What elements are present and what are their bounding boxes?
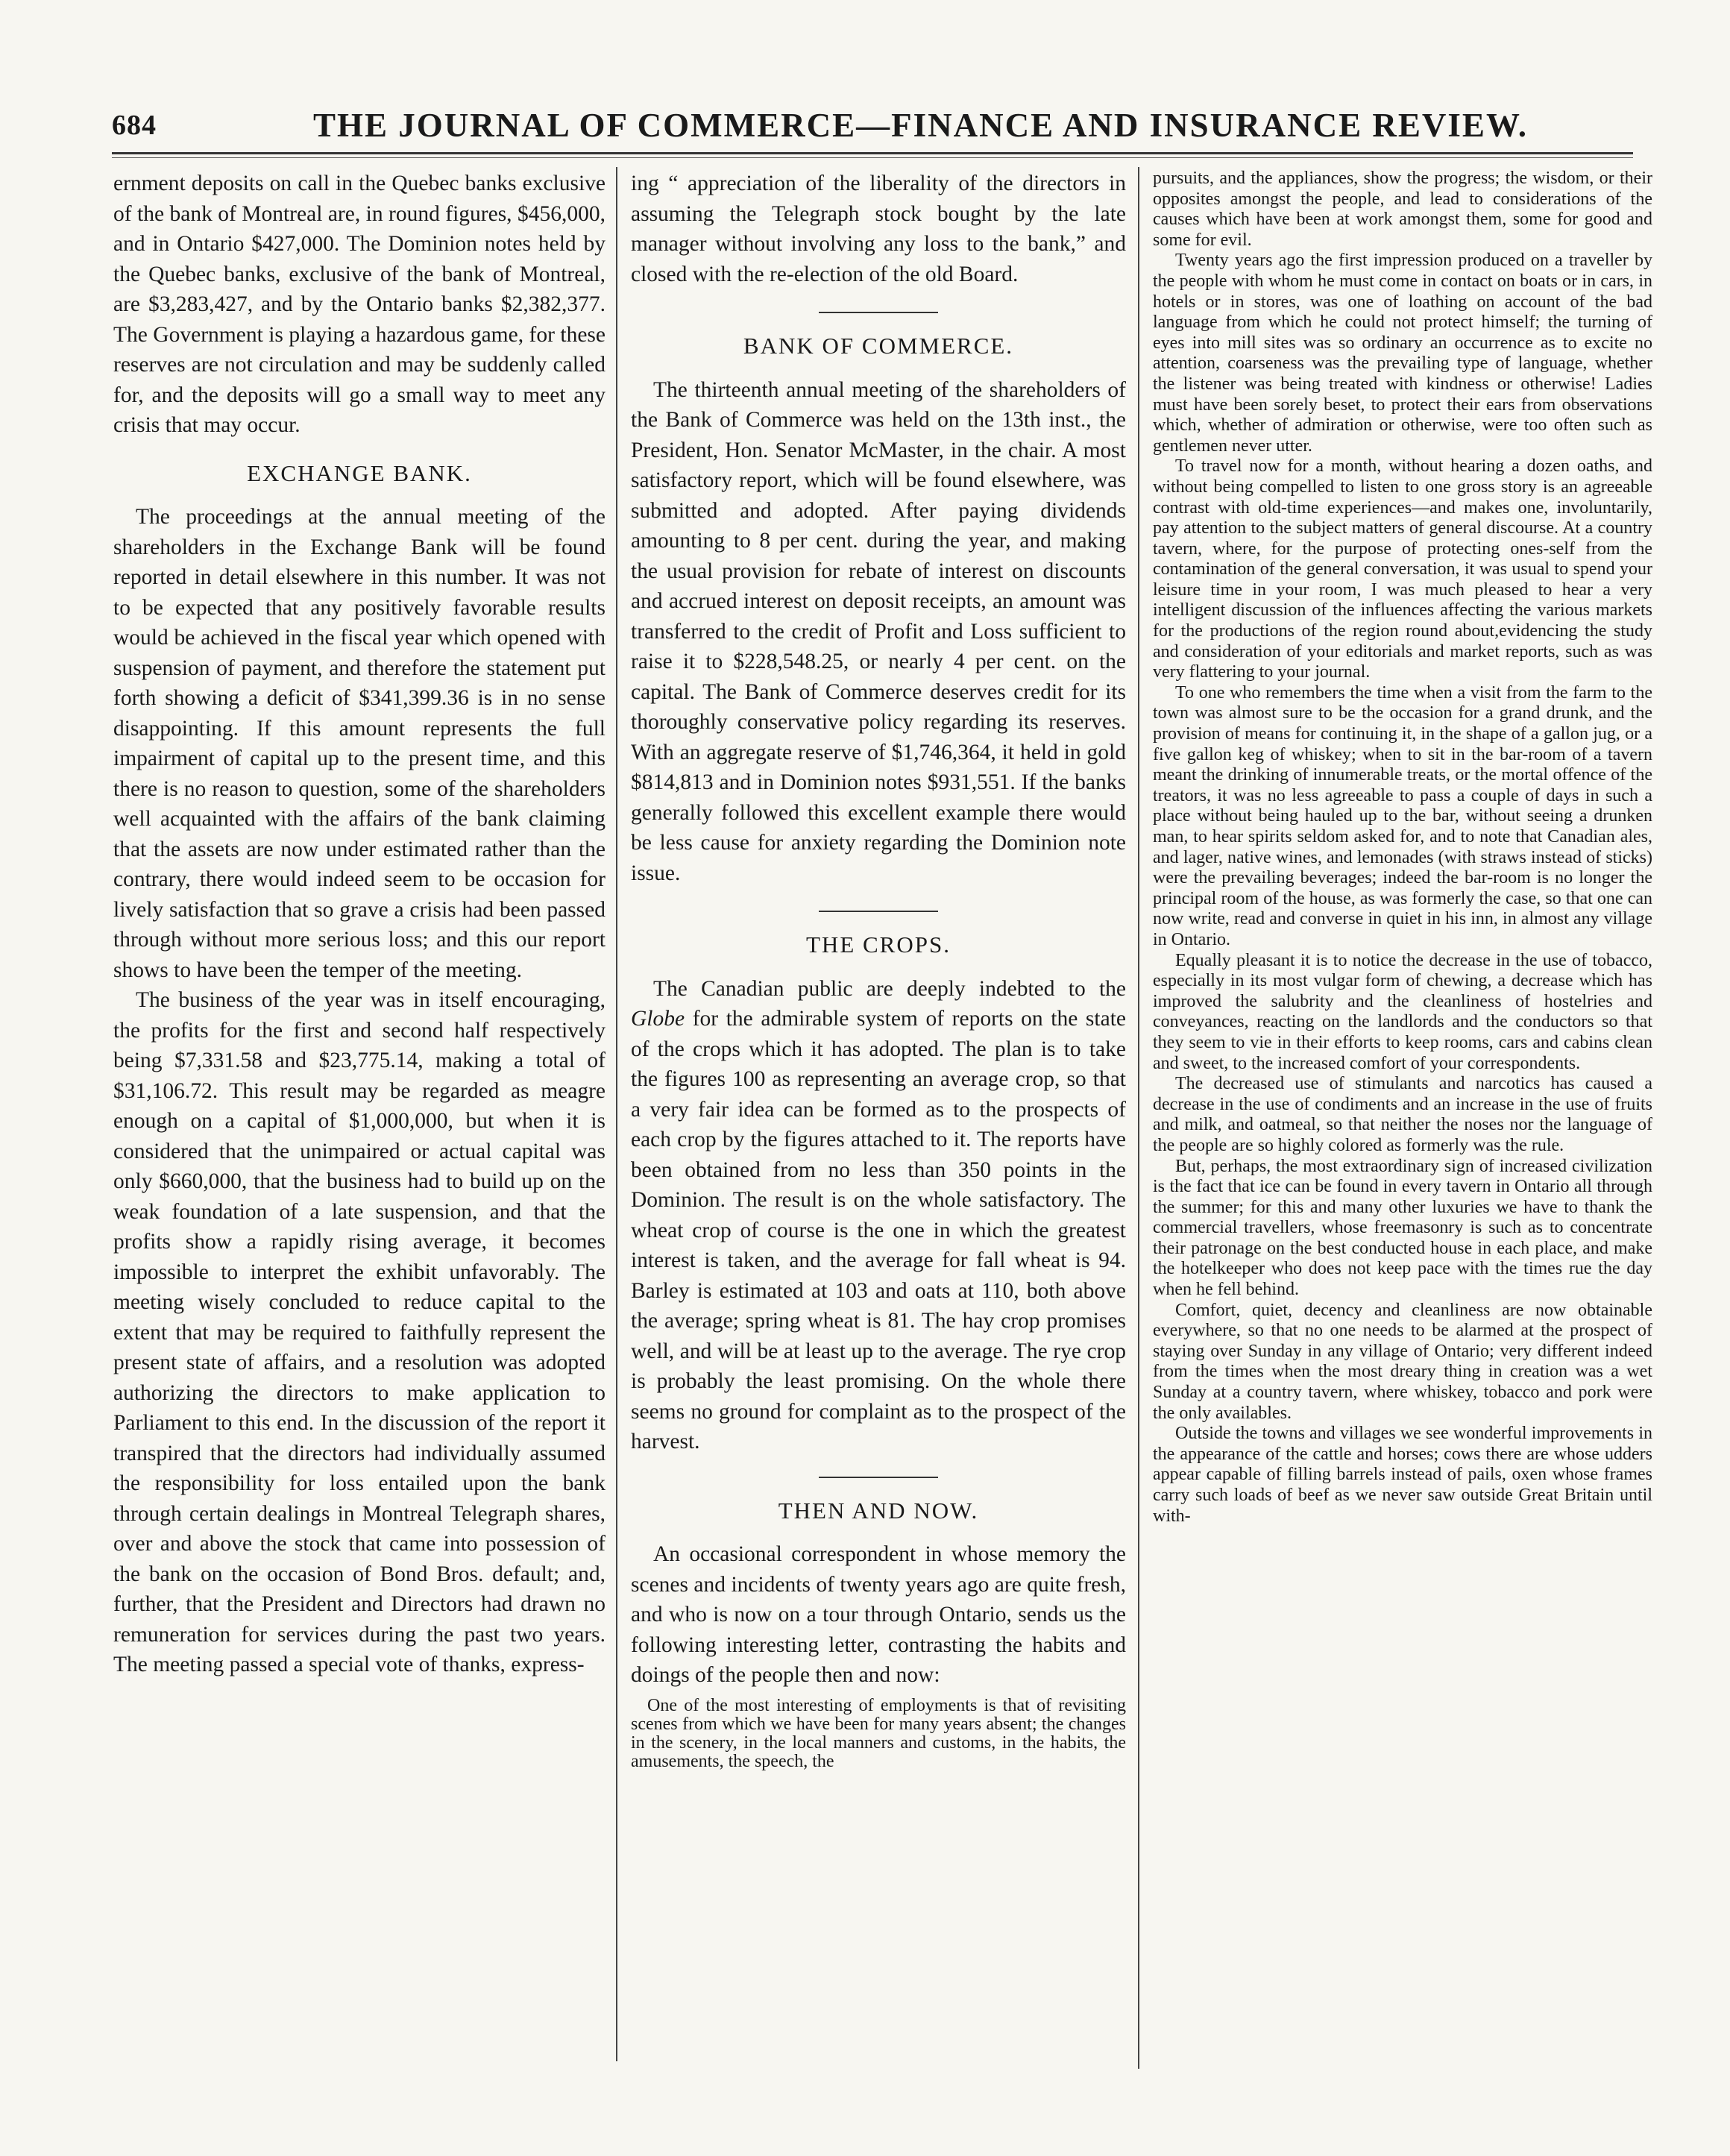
then-and-now-heading: THEN AND NOW. xyxy=(778,1497,979,1524)
the-crops-heading: THE CROPS. xyxy=(806,931,951,958)
exchange-bank-heading: EXCHANGE BANK. xyxy=(247,459,472,486)
bank-of-commerce-heading: BANK OF COMMERCE. xyxy=(743,333,1014,359)
letter-paragraph-8: Comfort, quiet, decency and cleanliness are now obtainable everywhere, so that no one needs to be alarmed at the prospect of staying over Sunday in any village of Ontario; very different indeed from the times when the most dreary thing in creation was a wet Sunday at a country tavern, where whiskey, tobacco and pork were the only availables. xyxy=(1153,1300,1652,1423)
letter-excerpt xyxy=(631,1697,1126,1771)
letter-paragraph-2: Twenty years ago the first impression produced on a traveller by the people with whom he must come in contact on boats or in cars, in hotels or in stores, was one of loathing on account of the bad language from which he could not protect himself; the turning of eyes into mill sites was so ordinary an occurrence as to excite no attention, coarseness was the prevailing type of language, whether the listener was being treated with kindness or otherwise! Ladies must have been sorely beset, to protect their ears from observations which, whether of admiration or otherwise, were too often such as gentlemen never utter. xyxy=(1153,251,1652,456)
letter-paragraph-9: Outside the towns and villages we see wonderful improvements in the appearance of the cattle and horses; cows there are whose udders appear capable of filling barrels instead of pails, oxen whose frames carry such loads of beef as we never saw outside Great Britain until with- xyxy=(1153,1424,1652,1526)
column-divider-1 xyxy=(616,167,617,2061)
letter-paragraph-1: One of the most interesting of employments is that of revisiting scenes from which we have been for many years absent; the changes in the scenery, in the local manners and customs, in the habits, the amusements, the speech, the xyxy=(631,1695,1126,1771)
letter-paragraph-7: But, perhaps, the most extraordinary sign of increased civilization is the fact that ice can be found in every tavern in Ontario all through the summer; for this and many other luxuries we have to thank the commercial travellers, whose freemasonry is such as to concentrate their patronage on the best conducted house in each place, and make the hotelkeeper who does not keep pace with the times rue the day when he fell behind. xyxy=(1153,1156,1652,1300)
letter-paragraph-6: The decreased use of stimulants and narcotics has caused a decrease in the use of condiments and an increase in the use of fruits and milk, and oatmeal, so that neither the noses nor the language of the people are so highly colored as formerly was the rule. xyxy=(1153,1074,1652,1155)
header-rule-thin xyxy=(112,157,1633,158)
header-rule xyxy=(112,152,1633,154)
letter-paragraph-5: Equally pleasant it is to notice the decrease in the use of tobacco, especially in its most vulgar form of chewing, a decrease which has improved the salubrity and the cleanliness of hostelries and conveyances, reacting on the landlords and the conductors so that they seem to vie in their efforts to keep rooms, cars and cabins clean and sweet, to the increased comfort of your correspondents. xyxy=(1153,950,1652,1073)
column-1 xyxy=(113,169,606,2070)
column-divider-2 xyxy=(1138,167,1139,2069)
section-rule xyxy=(819,1477,938,1478)
section-rule xyxy=(819,911,938,912)
globe-title: Globe xyxy=(631,1007,685,1031)
section-rule xyxy=(819,312,938,313)
page-number: 684 xyxy=(112,110,157,141)
column-3 xyxy=(1153,169,1652,2078)
crops-text-b: for the admirable system of reports on the state of the crops which it has adopted. The plan is to take the figures 100 as representing an average crop, so that a very fair idea can be formed as to the prospects of each crop by the figures attached to it. The reports have been obtained from no less than 350 points in the Dominion. The result is on the whole satisfactory. The wheat crop of course is the one in which the greatest interest is taken, and the average for fall wheat is 94. Barley is estimated at 103 and oats at 110, both above the average; spring wheat is 81. The hay crop promises well, and will be at least up to the average. The rye crop is probably the least promising. On the whole there seems no ground for complaint as to the prospect of the harvest. xyxy=(631,1007,1126,1453)
then-and-now-intro: An occasional correspondent in whose memory the scenes and incidents of twenty years ago are quite fresh, and who is now on a tour through Ontario, sends us the following interesting letter, contrasting the habits and doings of the people then and now: xyxy=(631,1542,1126,1687)
journal-title: THE JOURNAL OF COMMERCE—FINANCE AND INSURANCE REVIEW. xyxy=(313,107,1529,144)
crops-text-a: The Canadian public are deeply indebted to the xyxy=(653,976,1126,1001)
letter-continuation: pursuits, and the appliances, show the progress; the wisdom, or their opposites amongst the people, and lead to considerations of the causes which have been at work amongst them, some for good and some for evil. xyxy=(1153,169,1652,250)
page-header xyxy=(112,98,1678,143)
exchange-bank-continuation: ing “ appreciation of the liberality of the directors in assuming the Telegraph stock bought by the late manager without involving any loss to the bank,” and closed with the re-election of the old Board. xyxy=(631,172,1126,286)
the-crops-paragraph xyxy=(631,974,1126,1457)
column-2 xyxy=(631,169,1126,2070)
letter-paragraph-4: To one who remembers the time when a visit from the farm to the town was almost sure to be the occasion for a grand drunk, and the provision of means for continuing it, in the shape of a gallon jug, or a five gallon keg of whiskey; when to sit in the bar-room of a tavern meant the drinking of innumerable treats, or the mortal offence of the treators, it was no less agreeable to pass a couple of days in such a place without being hauled up to the bar, without seeing a drunken man, to hear spirits seldom asked for, and to note that Canadian ales, and lager, native wines, and lemonades (with straws instead of sticks) were the prevailing beverages; indeed the bar-room is no longer the principal room of the house, as was formerly the case, so that one can now write, read and converse in quiet in his inn, in almost any village in Ontario. xyxy=(1153,682,1652,949)
government-deposits-paragraph: ernment deposits on call in the Quebec banks exclusive of the bank of Montreal are, in round figures, $456,000, and in Ontario $427,000. The Dominion notes held by the Quebec banks, exclusive of the bank of Montreal, are $3,283,427, and by the Ontario banks $2,382,377. The Government is playing a hazardous game, for these reserves are not circulation and may be suddenly called for, and the deposits will go a small way to meet any crisis that may occur. xyxy=(113,172,606,437)
exchange-bank-paragraph-2: The business of the year was in itself encouraging, the profits for the first and second half respectively being $7,331.58 and $23,775.14, making a total of $31,106.72. This result may be regarded as meagre enough on a capital of $1,000,000, but when it is considered that the unimpaired or actual capital was only $660,000, that the business had to build up on the weak foundation of a late suspension, and that the profits show a rapidly rising average, it becomes impossible to interpret the exhibit unfavorably. The meeting wisely concluded to reduce capital to the extent that may be required to faithfully represent the present state of affairs, and a resolution was adopted authorizing the directors to make application to Parliament to this end. In the discussion of the report it transpired that the directors had individually assumed the responsibility for loss entailed upon the bank through certain dealings in Montreal Telegraph shares, over and above the stock that came into possession of the bank on the occasion of Bond Bros. default; and, further, that the President and Directors had drawn no remuneration for services during the past two years. The meeting passed a special vote of thanks, express- xyxy=(113,988,606,1676)
bank-of-commerce-paragraph: The thirteenth annual meeting of the shareholders of the Bank of Commerce was held on the 13th inst., the President, Hon. Senator McMaster, in the chair. A most satisfactory report, which will be found elsewhere, was submitted and adopted. After paying dividends amounting to 8 per cent. during the year, and making the usual provision for rebate of interest on discounts and accrued interest on deposit receipts, an amount was transferred to the credit of Profit and Loss sufficient to raise it to $228,548.25, or nearly 4 per cent. on the capital. The Bank of Commerce deserves credit for its thoroughly conservative policy regarding its reserves. With an aggregate reserve of $1,746,364, it held in gold $814,813 and in Dominion notes $931,551. If the banks generally followed this excellent example there would be less cause for anxiety regarding the Dominion note issue. xyxy=(631,377,1126,885)
exchange-bank-paragraph-1: The proceedings at the annual meeting of the shareholders in the Exchange Bank will be found reported in detail elsewhere in this number. It was not to be expected that any positively favorable results would be achieved in the fiscal year which opened with suspension of payment, and therefore the statement put forth showing a deficit of $341,399.36 is in no sense disappointing. If this amount represents the full impairment of capital up to the present time, and this there is no reason to question, some of the shareholders well acquainted with the affairs of the bank claiming that the assets are now under estimated rather than the contrary, there would indeed seem to be occasion for lively satisfaction that so grave a crisis had been passed through without more serious loss; and this our report shows to have been the temper of the meeting. xyxy=(113,505,606,982)
letter-paragraph-3: To travel now for a month, without hearing a dozen oaths, and without being compelled to listen to one gross story is an agreeable contrast with old-time experiences—and makes one, involuntarily, pay attention to the subject matters of general discourse. At a country tavern, where, for the purpose of protecting ones-self from the contamination of the general conversation, it was usual to spend your leisure time in your room, I was much pleased to hear a very intelligent discussion of the influences affecting the various markets for the productions of the region round about,evidencing the study and consideration of your editorials and market reports, such as was very flattering to your journal. xyxy=(1153,456,1652,682)
